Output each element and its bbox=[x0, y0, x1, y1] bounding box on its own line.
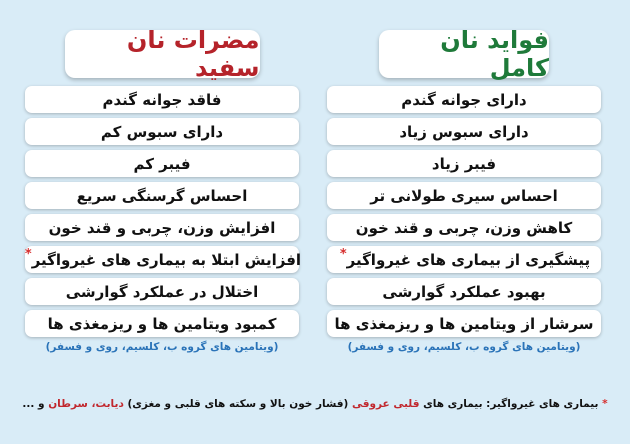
asterisk-icon: * bbox=[339, 247, 347, 262]
harm-item: افزایش وزن، چربی و قند خون bbox=[25, 214, 299, 241]
benefits-list bbox=[327, 86, 601, 337]
benefit-item: احساس سیری طولانی تر bbox=[327, 182, 601, 209]
benefits-title: فواید نان کامل bbox=[379, 30, 549, 78]
harms-vitamin-note: (ویتامین های گروه ب، کلسیم، روی و فسفر) bbox=[45, 341, 279, 353]
benefit-item: کاهش وزن، چربی و قند خون bbox=[327, 214, 601, 241]
asterisk-icon: * bbox=[602, 398, 608, 410]
harm-item-label: افزایش ابتلا به بیماری های غیرواگیر bbox=[31, 250, 302, 269]
footnote-text-1: بیماری های غیرواگیر: بیماری های bbox=[423, 398, 599, 410]
asterisk-icon: * bbox=[24, 247, 32, 262]
benefit-item: بهبود عملکرد گوارشی bbox=[327, 278, 601, 305]
benefit-item: دارای سبوس زیاد bbox=[327, 118, 601, 145]
harm-item: فاقد جوانه گندم bbox=[25, 86, 299, 113]
benefit-item: دارای جوانه گندم bbox=[327, 86, 601, 113]
harms-column bbox=[24, 26, 302, 353]
harm-item: فیبر کم bbox=[25, 150, 299, 177]
benefit-item-label: پیشگیری از بیماری های غیرواگیر bbox=[346, 250, 591, 269]
footnote-highlight-1: قلبی عروقی bbox=[352, 398, 420, 410]
harm-item: اختلال در عملکرد گوارشی bbox=[25, 278, 299, 305]
benefit-item: فیبر زیاد bbox=[327, 150, 601, 177]
harm-item: کمبود ویتامین ها و ریزمغذی ها bbox=[25, 310, 299, 337]
harm-item-starred bbox=[24, 246, 302, 273]
harms-list bbox=[24, 86, 302, 337]
harm-item: احساس گرسنگی سریع bbox=[25, 182, 299, 209]
benefit-item: سرشار از ویتامین ها و ریزمغذی ها bbox=[327, 310, 601, 337]
harms-title: مضرات نان سفید bbox=[65, 30, 260, 78]
benefits-column bbox=[327, 26, 601, 353]
footnote-highlight-2: دیابت، سرطان bbox=[48, 398, 124, 410]
footnote bbox=[20, 398, 610, 410]
benefits-vitamin-note: (ویتامین های گروه ب، کلسیم، روی و فسفر) bbox=[347, 341, 581, 353]
harm-item: دارای سبوس کم bbox=[25, 118, 299, 145]
footnote-text-3: و ... bbox=[22, 398, 45, 410]
benefit-item-starred bbox=[327, 246, 601, 273]
footnote-text-2: (فشار خون بالا و سکته های قلبی و مغزی) bbox=[127, 398, 349, 410]
